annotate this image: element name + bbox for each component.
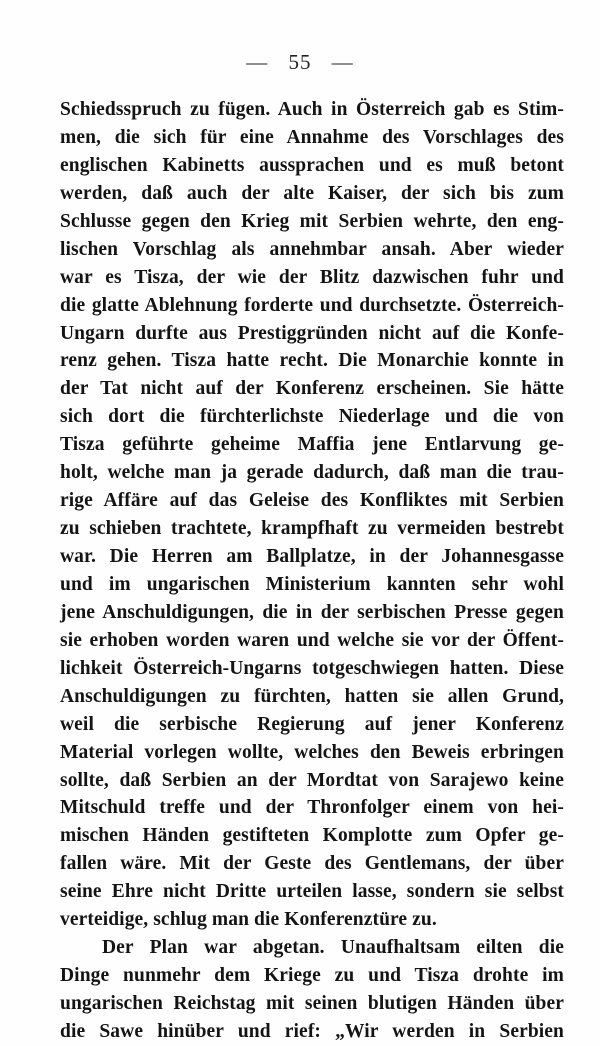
text-line: lischen Vorschlag als annehmbar ansah. Aber wieder — [60, 238, 564, 260]
page-number-dash-left: — — [246, 50, 269, 74]
text-line: zu schieben trachtete, krampfhaft zu vermeiden bestrebt — [60, 518, 564, 540]
text-line: war. Die Herren am Ballplatze, in der Johannesgasse — [60, 546, 564, 567]
text-line: holt, welche man ja gerade dadurch, daß man die trau- — [60, 462, 564, 484]
text-line: der Tat nicht auf der Konferenz erscheinen. Sie hätte — [60, 378, 564, 400]
body-text — [60, 96, 564, 1046]
text-line: und im ungarischen Ministerium kannten sehr wohl — [60, 573, 564, 595]
text-line: Ungarn durfte aus Prestiggründen nicht auf die Konfe- — [60, 322, 564, 344]
text-line: fallen wäre. Mit der Geste des Gentlemans, der über — [60, 853, 564, 875]
text-line: sie erhoben worden waren und welche sie vor der Öffent- — [60, 629, 564, 651]
text-line: Schlusse gegen den Krieg mit Serbien wehrte, den eng- — [60, 210, 564, 232]
text-line: Der Plan war abgetan. Unaufhaltsam eilten die — [102, 937, 564, 959]
text-line: sich dort die fürchterlichste Niederlage und die von — [60, 406, 564, 428]
text-line: jene Anschuldigungen, die in der serbischen Presse gegen — [60, 601, 564, 623]
text-line: renz gehen. Tisza hatte recht. Die Monarchie konnte in — [60, 350, 564, 372]
paragraph — [60, 934, 564, 1046]
text-line: ungarischen Reichstag mit seinen blutigen Händen über — [60, 993, 564, 1014]
text-line: werden, daß auch der alte Kaiser, der sich bis zum — [60, 182, 564, 204]
text-line: Mitschuld treffe und der Thronfolger einem von hei- — [60, 797, 564, 819]
text-line: mischen Händen gestifteten Komplotte zum Opfer ge- — [60, 825, 564, 847]
text-line: war es Tisza, der wie der Blitz dazwischen fuhr und — [60, 266, 564, 288]
page-number-dash-right: — — [331, 50, 354, 74]
text-line: lichkeit Österreich-Ungarns totgeschwiegen hatten. Diese — [60, 657, 564, 679]
text-line: englischen Kabinetts aussprachen und es muß betont — [60, 154, 564, 176]
text-line: die Sawe hinüber und rief: „Wir werden in Serbien — [60, 1020, 564, 1042]
text-line: Schiedsspruch zu fügen. Auch in Österreich gab es Stim- — [60, 99, 564, 120]
text-line: rige Affäre auf das Geleise des Konfliktes mit Serbien — [60, 490, 564, 512]
text-line: men, die sich für eine Annahme des Vorschlages des — [60, 126, 564, 148]
text-line: Anschuldigungen zu fürchten, hatten sie allen Grund, — [60, 685, 564, 707]
text-line: seine Ehre nicht Dritte urteilen lasse, sondern sie selbst — [60, 881, 564, 903]
text-line: Material vorlegen wollte, welches den Beweis erbringen — [60, 741, 564, 763]
text-line: weil die serbische Regierung auf jener Konferenz — [60, 713, 564, 735]
text-line: Tisza geführte geheime Maffia jene Entlarvung ge- — [60, 434, 564, 456]
page-number-header — [0, 50, 600, 75]
paragraph — [60, 96, 564, 934]
text-line: verteidige, schlug man die Konferenztüre zu. — [60, 909, 437, 931]
text-line: Dinge nunmehr dem Kriege zu und Tisza drohte im — [60, 965, 564, 987]
text-line: sollte, daß Serbien an der Mordtat von Sarajewo keine — [60, 769, 564, 791]
text-line: die glatte Ablehnung forderte und durchsetzte. Österreich- — [60, 294, 564, 316]
page-number: 55 — [288, 50, 312, 74]
